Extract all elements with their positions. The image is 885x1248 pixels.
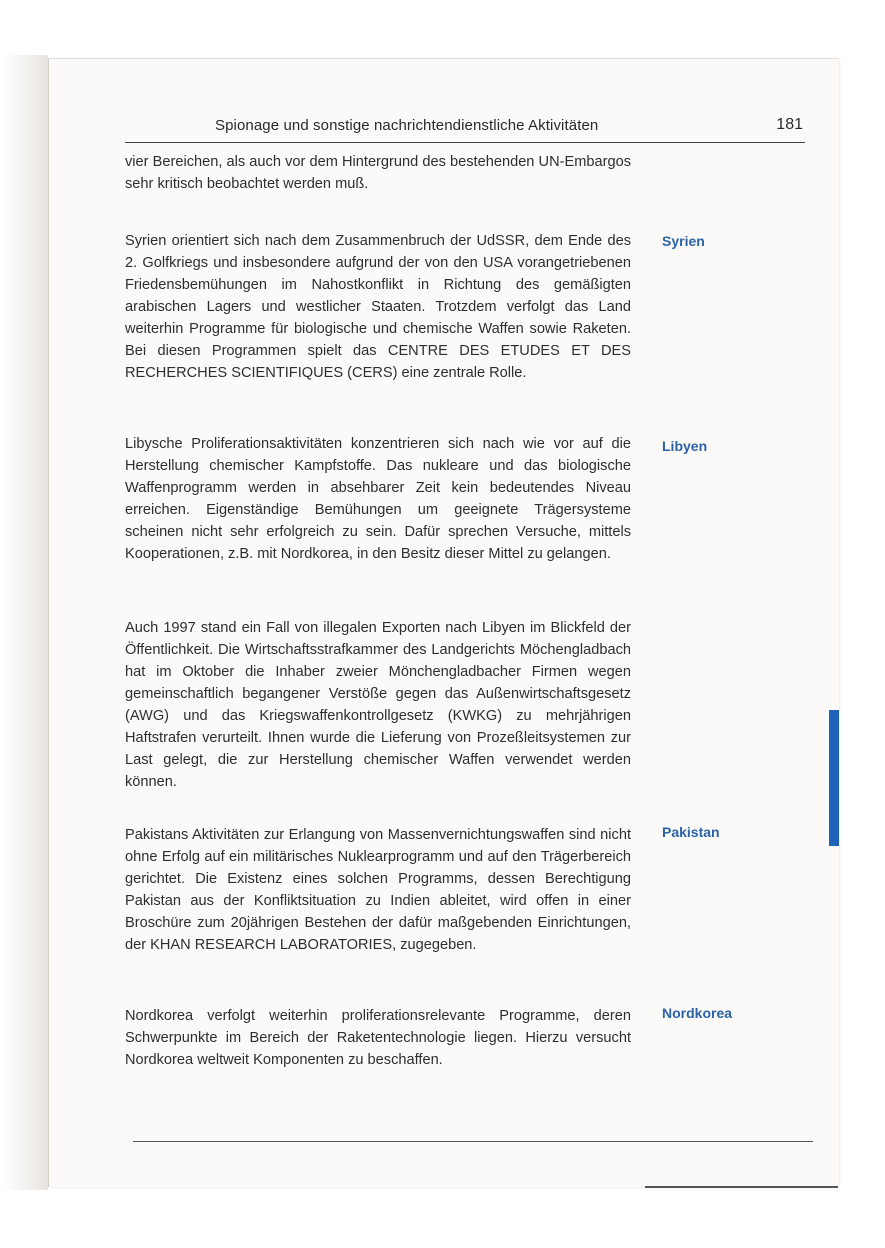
paragraph-syrien: Syrien orientiert sich nach dem Zusammenbruch der UdSSR, dem Ende des 2. Golfkriegs und insbesondere aufgrund der von den USA vorangetriebenen Friedensbemühungen im Nahostkonflikt in Richtung des gemäßigten arabischen Lagers und westlicher Staaten. Trotzdem verfolgt das Land weiterhin Programme für biologische und chemische Waffen sowie Raketen. Bei diesen Programmen spielt das CENTRE DES ETUDES ET DES RECHERCHES SCIENTIFIQUES (CERS) eine zentrale Rolle. [125, 233, 631, 381]
page-edge-line [645, 1186, 838, 1188]
paragraph-intro: vier Bereichen, als auch vor dem Hintergrund des bestehenden UN-Embargos sehr kritisch beobachtet werden muß. [125, 154, 631, 192]
page-number: 181 [776, 116, 803, 133]
header-title: Spionage und sonstige nachrichtendienstliche Aktivitäten [215, 117, 599, 134]
margin-label-pakistan: Pakistan [662, 824, 720, 840]
chapter-tab-marker [829, 710, 839, 846]
paragraph-nordkorea: Nordkorea verfolgt weiterhin proliferationsrelevante Programme, deren Schwerpunkte im Bereich der Raketentechnologie liegen. Hierzu versucht Nordkorea weltweit Komponenten zu beschaffen. [125, 1008, 631, 1068]
footer-rule [133, 1141, 813, 1142]
paragraph-libyen: Libysche Proliferationsaktivitäten konzentrieren sich nach wie vor auf die Herstellung chemischer Kampfstoffe. Das nukleare und das biologische Waffenprogramm werden in absehbarer Zeit kein bedeutendes Niveau erreichen. Eigenständige Bemühungen um geeignete Trägersysteme scheinen nicht sehr erfolgreich zu sein. Dafür sprechen Versuche, mittels Kooperationen, z.B. mit Nordkorea, in den Besitz dieser Mittel zu gelangen. [125, 436, 631, 562]
running-header [125, 113, 805, 143]
margin-label-nordkorea: Nordkorea [662, 1005, 733, 1021]
margin-label-syrien: Syrien [662, 233, 705, 249]
paragraph-export-case: Auch 1997 stand ein Fall von illegalen Exporten nach Libyen im Blickfeld der Öffentlichkeit. Die Wirtschaftsstrafkammer des Landgerichts Möchengladbach hat im Oktober die Inhaber zweier Mönchengladbacher Firmen wegen gemeinschaftlich begangener Verstöße gegen das Außenwirtschaftsgesetz (AWG) und das Kriegswaffenkontrollgesetz (KWKG) zu mehrjährigen Haftstrafen verurteilt. Ihnen wurde die Lieferung von Prozeßleitsystemen zur Last gelegt, die zur Herstellung chemischer Waffen verwendet werden können. [125, 620, 631, 790]
scan-shadow [0, 55, 48, 1190]
paragraph-pakistan: Pakistans Aktivitäten zur Erlangung von Massenvernichtungswaffen sind nicht ohne Erfolg auf ein militärisches Nuklearprogramm und auf den Trägerbereich gerichtet. Die Existenz eines solchen Programms, dessen Berechtigung Pakistan aus der Konfliktsituation zu Indien ableitet, wird offen in einer Broschüre zum 20jährigen Bestehen der dafür maßgebenden Einrichtungen, der KHAN RESEARCH LABORATORIES, zugegeben. [125, 827, 631, 953]
margin-label-libyen: Libyen [662, 438, 708, 454]
